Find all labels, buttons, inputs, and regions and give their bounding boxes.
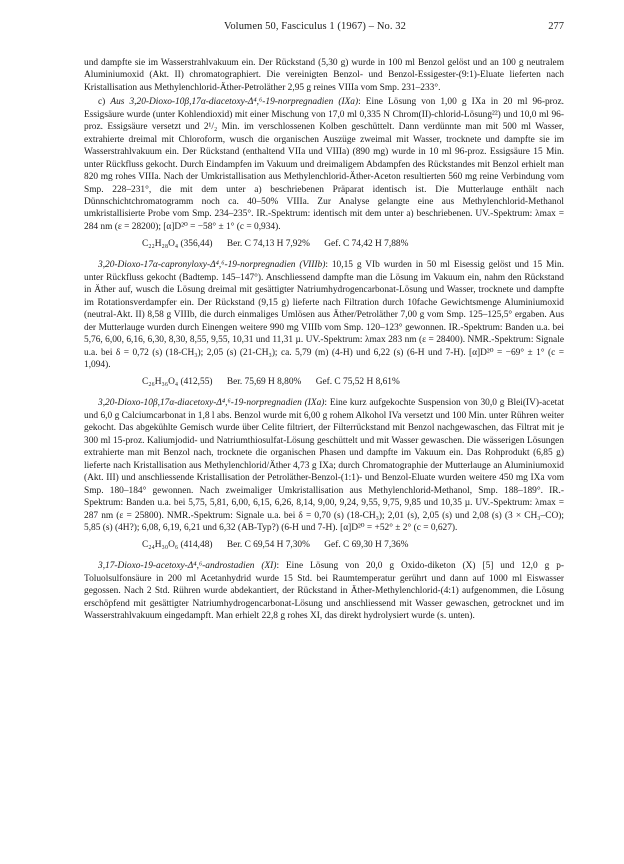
compound-heading: 3,20-Dioxo-10β,17α-diacetoxy-Δ⁴,⁶-19-norpregnadien (IXa) <box>98 398 325 409</box>
journal-issue-line: Volumen 50, Fasciculus 1 (1967) – No. 32 <box>224 21 407 32</box>
paragraph-lead: c) <box>98 97 111 108</box>
elemental-analysis <box>142 376 564 388</box>
paragraph-text: : 10,15 g VIb wurden in 50 ml Eisessig gelöst und 15 Min. unter Rückfluss gekocht (Badtemp. 145–147°). Anschliessend dampfte man die Lösung im Vakuum ein, nahm den Rückstand in Äther auf, wusch die Lösung dreimal mit gesättigter Natriumhydrogencarbonat-Lösung und Wasser, trocknete und dampfte im Rotationsverdampfer ein. Der Rückstand (9,15 g) lieferte nach Filtration durch 10fache Gewichtsmenge Aluminiumoxid (neutral-Akt. II) 8,58 g VIIIb, die durch einmaliges Umlösen aus Äther/Petroläther 7,00 g vom Smp. 125–125,5° ergaben. Aus der Mutterlauge wurden durch Einengen weitere 990 mg VIIIb vom Smp. 120–123° gewonnen. IR.-Spektrum: Banden u.a. bei 5,76, 6,00, 6,16, 6,30, 8,30, 8,55, 9,55, 10,31 und 11,31 µ. UV.-Spektrum: λmax 283 nm (ε = 28400). NMR.-Spektrum: Signale u.a. bei δ = 0,72 (s) (18-CH₃); 2,05 (s) (21-CH₃); ca. 5,79 (m) (4-H) und 6,22 (s) (6-H und 7-H). [α]D²⁰ = −69° ± 1° (c = 1,094). <box>84 260 564 370</box>
molecular-formula: C₂₄H₃₀O₆ (414,48) <box>142 540 213 551</box>
elemental-analysis <box>142 238 564 250</box>
paragraph-xi <box>84 560 564 622</box>
compound-heading: 3,17-Dioxo-19-acetoxy-Δ⁴,⁶-androstadien (XI) <box>98 561 277 572</box>
article-body <box>84 57 564 623</box>
compound-heading: Aus 3,20-Dioxo-10β,17α-diacetoxy-Δ⁴,⁶-19-norpregnadien (IXa) <box>110 97 359 108</box>
found-values: Gef. C 74,42 H 7,88% <box>324 239 409 250</box>
paragraph-viiib <box>84 259 564 371</box>
calculated-values: Ber. C 74,13 H 7,92% <box>226 239 310 250</box>
paragraph-continuation: und dampfte sie im Wasserstrahlvakuum ein. Der Rückstand (5,30 g) wurde in 100 ml Benzol gelöst und an 100 g neutralem Aluminiumoxid (Akt. II) chromatographiert. Die vereinigten Benzol- und Benzol-Essigester-(9:1)-Eluate lieferten nach Kristallisation aus Methylenchlorid-Äther-Petroläther 2,95 g reines VIIIa vom Smp. 231–233°. <box>84 58 564 93</box>
elemental-analysis <box>142 539 564 551</box>
paragraph-ixa <box>84 397 564 534</box>
calculated-values: Ber. 75,69 H 8,80% <box>226 377 302 388</box>
found-values: Gef. C 75,52 H 8,61% <box>315 377 400 388</box>
molecular-formula: C₂₂H₂₈O₄ (356,44) <box>142 239 213 250</box>
paragraph-method-c <box>84 96 564 233</box>
page-number: 277 <box>548 21 564 32</box>
compound-heading: 3,20-Dioxo-17α-capronyloxy-Δ⁴,⁶-19-norpregnadien (VIIIb) <box>98 260 326 271</box>
running-header <box>84 21 564 35</box>
found-values: Gef. C 69,30 H 7,36% <box>324 540 409 551</box>
paragraph-text: : Eine kurz aufgekochte Suspension von 30,0 g Blei(IV)-acetat und 6,0 g Calciumcarbonat in 1,8 l abs. Benzol wurde mit 6,00 g rohem Alkohol IVa versetzt und 100 Min. unter Rühren weiter gekocht. Das abgekühlte Gemisch wurde über Celite filtriert, der Filterrückstand mit Benzol nachgewaschen, das Filtrat mit je 300 ml 15-proz. Kaliumjodid- und Natriumthiosulfat-Lösung geschüttelt und mit Wasser gewaschen. Die wässerigen Lösungen extrahierte man mit Benzol nach, trocknete die organischen Phasen und dampfte im Vakuum ein. Das Rohprodukt (6,85 g) lieferte nach Kristallisation aus Methylenchlorid/Äther 4,73 g IXa; durch Chromatographie der Mutterlauge an Aluminiumoxid (Akt. III) und anschliessende Kristallisation der Petroläther-Benzol-(1:1)- und Benzol-Eluate wurden weitere 450 mg IXa vom Smp. 180–184° gewonnen. Nach zweimaliger Umkristallisation aus Methylenchlorid-Methanol, Smp. 188–189°. IR.-Spektrum: Banden u.a. bei 5,75, 5,81, 6,00, 6,15, 6,26, 8,14, 9,00, 9,24, 9,55, 9,75, 9,85 und 10,35 µ. UV.-Spektrum: λmax = 287 nm (ε = 25800). NMR.-Spektrum: Signale u.a. bei δ = 0,70 (s) (18-CH₃); 2,01 (s), 2,05 (s) und 2,08 (s) (3 × CH₃–CO); 5,85 (s) (4H?); 6,08, 6,19, 6,21 und 6,32 (AB-Typ?) (6-H und 7-H). [α]D²⁰ = +52° ± 2° (c = 0,627). <box>84 398 564 533</box>
molecular-formula: C₂₆H₃₆O₄ (412,55) <box>142 377 213 388</box>
paragraph-text: : Eine Lösung von 1,00 g IXa in 20 ml 96-proz. Essigsäure wurde (unter Kohlendioxid) mit einer Mischung von 17,0 ml 0,335 N Chrom(II)-chlorid-Lösung²²) und 10,0 ml 96-proz. Essigsäure versetzt und 2¹/₂ Min. im verschlossenen Kolben geschüttelt. Dann verdünnte man mit 500 ml Wasser, extrahierte dreimal mit Chloroform, wusch die organischen Auszüge zweimal mit Wasser, trocknete und dampfte sie im Wasserstrahlvakuum ein. Der Rückstand (enthaltend VIIa und VIIIa) (890 mg) wurde in 10 ml 96-proz. Essigsäure 15 Min. unter Rückfluss gekocht. Durch Eindampfen im Vakuum und dreimaligem Abdampfen des Rückstandes mit Benzol erhielt man 820 mg rohes VIIIa. Nach der Umkristallisation aus Methylenchlorid-Äther-Aceton resultierten 560 mg reine Verbindung vom Smp. 228–231°, die mit dem unter a) beschriebenen Präparat identisch ist. Die Mutterlauge enthält nach Dünnschichtchromatogramm noch ca. 40–50% VIIIa. Zur Analyse gelangte eine aus Methylenchlorid-Methanol umkristallisierte Probe vom Smp. 234–235°. IR.-Spektrum: identisch mit dem unter a) beschriebenen. UV.-Spektrum: λmax = 284 nm (ε = 28200); [α]D²⁰ = −58° ± 1° (c = 0,934). <box>84 97 564 232</box>
paragraph-text: : Eine Lösung von 20,0 g Oxido-diketon (X) [5] und 12,0 g p-Toluolsulfonsäure in 200 ml Acetanhydrid wurde 15 Std. bei Raumtemperatur gerührt und dann auf 1000 ml Eiswasser gegossen. Nach 2 Std. Rühren wurde abdekantiert, der Rückstand in Äther-Methylenchlorid-(4:1) aufgenommen, die Lösung erschöpfend mit gesättigter Natriumhydrogencarbonat-Lösung und anschliessend mit Wasser gewaschen, getrocknet und im Wasserstrahlvakuum eingedampft. Man erhielt 22,8 g rohes XI, das direkt hydrolysiert wurde (s. unten). <box>84 561 564 622</box>
calculated-values: Ber. C 69,54 H 7,30% <box>226 540 310 551</box>
